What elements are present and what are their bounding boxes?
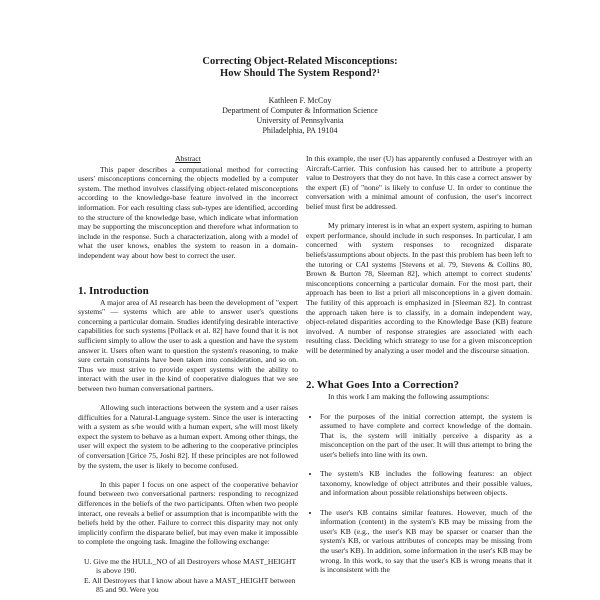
title-line-2: How Should The System Respond?¹ — [220, 68, 380, 79]
example-dialogue — [84, 557, 298, 595]
paper-title — [0, 56, 600, 80]
author-block — [0, 96, 600, 136]
intro-paragraph-2: Allowing such interactions between the system and a user raises difficulties for a Natural-Language system. Since the user is interacting with a system as s/he would with a human expert, s/he will most likely expect the system to behave as a human expert. Among other things, the user will expect the system to be adhering to the cooperative principles of conversation [Grice 75, Joshi 82]. If these principles are not followed by the system, the user is likely to become confused. — [78, 403, 298, 470]
abstract-heading: Abstract — [175, 154, 201, 163]
left-column — [78, 154, 298, 595]
section-2-intro: In this work I am making the following assumptions: — [328, 392, 490, 402]
right-paragraph-2: My primary interest is in what an expert system, aspiring to human expert performance, should include in such responses. In particular, I am concerned with system responses to recognized disparate beliefs/assumptions about objects. In the past this problem has been left to the tutoring or CAI systems [Stevens et al. 79, Stevens & Collins 80, Brown & Burton 78, Sleeman 82], which attempt to correct students' misconceptions concerning a particular domain. For the most part, their approach has been to list a priori all misconceptions in a given domain. The futility of this approach is emphasized in [Sleeman 82]. In contrast the approach taken here is to classify, in a domain independent way, object-related disparities according to the Knowledge Base (KB) feature involved. A number of response strategies are associated with each resulting class. Deciding which strategy to use for a given misconception will be determined by analyzing a user model and the discourse situation. — [306, 221, 532, 355]
example-expert-line: E. All Destroyers that I know about have a MAST_HEIGHT between 85 and 90. Were you — [84, 575, 296, 595]
assumption-list — [306, 412, 532, 575]
assumption-item: • The user's KB contains similar features. However, much of the information (content) in the system's KB may be missing from the user's KB (e.g., the user's KB may be sparser or coarser than the system's KB, or various attributes of concepts may be missing from the user's KB). In addition, some information in the user's KB may be wrong. In this work, to say that the user's KB is wrong means that it is inconsistent with the — [320, 508, 532, 575]
author-city: Philadelphia, PA 19104 — [262, 126, 338, 135]
title-line-1: Correcting Object-Related Misconceptions: — [202, 56, 398, 67]
author-univ: University of Pennsylvania — [256, 116, 344, 125]
assumption-item: • For the purposes of the initial correction attempt, the system is assumed to have complete and correct knowledge of the domain. That is, the system will initially perceive a disparity as a misconception on the part of the user. It will thus attempt to bring the user's beliefs into line with its own. — [320, 412, 532, 460]
assumption-item: • The system's KB includes the following features: an object taxonomy, knowledge of object attributes and their possible values, and information about possible relationships between objects. — [320, 469, 532, 498]
example-user-line: U. Give me the HULL_NO of all Destroyers whose MAST_HEIGHT is above 190. — [84, 556, 297, 576]
section-2-heading: 2. What Goes Into a Correction? — [306, 379, 459, 392]
author-dept: Department of Computer & Information Science — [222, 106, 378, 115]
right-column — [306, 154, 532, 584]
intro-paragraph-1: A major area of AI research has been the development of "expert systems" — systems which are able to answer user's questions concerning a particular domain. Studies identifying desirable interactive capabilities for such systems [Pollack et al. 82] have found that it is not sufficient simply to allow the user to ask a question and have the system answer it. Users often want to question the system's reasoning, to make sure certain constraints have been taken into consideration, and so on. Thus we must strive to provide expert systems with the ability to interact with the user in the kind of cooperative dialogues that we see between two human conversational partners. — [78, 297, 298, 393]
abstract-text: This paper describes a computational method for correcting users' misconceptions concerning the objects modelled by a computer system. The method involves classifying object-related misconceptions according to the knowledge-base feature involved in the incorrect information. For each resulting class sub-types are identified, according to the structure of the knowledge base, which indicate what information may be supporting the misconception and therefore what information to include in the response. Such a characterization, along with a model of what the user knows, enables the system to reason in a domain-independent way about how best to correct the user. — [78, 164, 298, 260]
author-name: Kathleen F. McCoy — [268, 96, 332, 105]
intro-paragraph-3: In this paper I focus on one aspect of the cooperative behavior found between two conversational partners: responding to recognized differences in the beliefs of the two participants. Often when two people interact, one reveals a belief or assumption that is incompatible with the beliefs held by the other. Failure to correct this disparity may not only implicitly confirm the disparate belief, but may even make it impossible to complete the ongoing task. Imagine the following exchange: — [78, 479, 298, 547]
right-paragraph-1: In this example, the user (U) has apparently confused a Destroyer with an Aircraft-Carrier. This confusion has caused her to attribute a property value to Destroyers that they do not have. In this case a correct answer by the expert (E) of "none" is likely to confuse U. In order to continue the conversation with a minimal amount of confusion, the user's incorrect belief must first be addressed. — [306, 154, 532, 211]
section-1-heading: 1. Introduction — [78, 284, 149, 297]
